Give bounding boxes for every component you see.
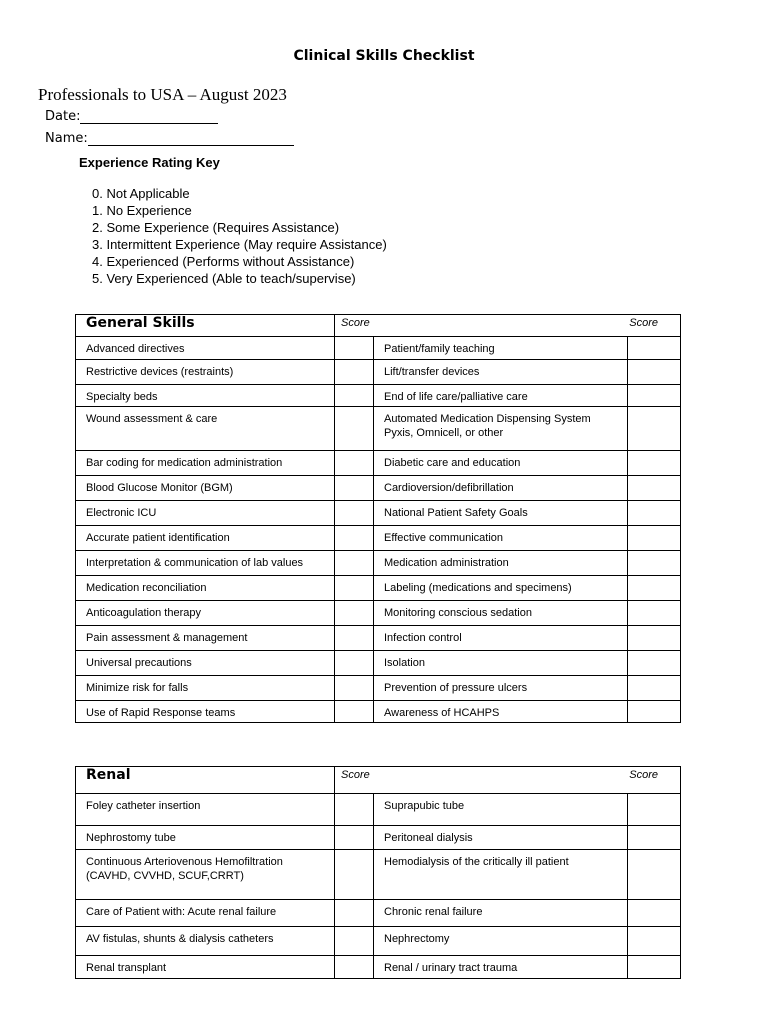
- score-cell[interactable]: [628, 927, 681, 956]
- score-cell[interactable]: [335, 601, 374, 626]
- table-row: [76, 651, 681, 676]
- date-label: Date:: [45, 109, 81, 124]
- table-row: [76, 526, 681, 551]
- skill-label: Infection control: [384, 632, 462, 644]
- skill-label: Electronic ICU: [86, 507, 157, 519]
- score-cell[interactable]: [628, 337, 681, 360]
- renal-table: [75, 766, 681, 979]
- skill-label: Interpretation & communication of lab values: [86, 557, 304, 569]
- skill-label: Renal / urinary tract trauma: [384, 962, 518, 974]
- skill-label: Renal transplant: [86, 962, 167, 974]
- score-cell[interactable]: [628, 900, 681, 927]
- skill-label: Blood Glucose Monitor (BGM): [86, 482, 233, 494]
- rating-key-item: 1. No Experience: [92, 203, 192, 218]
- score-cell[interactable]: [628, 826, 681, 850]
- skill-label: Prevention of pressure ulcers: [384, 682, 528, 694]
- score-cell[interactable]: [335, 956, 374, 979]
- score-cell[interactable]: [628, 850, 681, 900]
- skill-label: Monitoring conscious sedation: [384, 607, 532, 619]
- score-cell[interactable]: [628, 526, 681, 551]
- score-cell[interactable]: [335, 501, 374, 526]
- score-cell[interactable]: [628, 501, 681, 526]
- skill-label: Hemodialysis of the critically ill patient: [384, 856, 569, 868]
- general-skills-table: [75, 314, 681, 723]
- rating-key-item: 2. Some Experience (Requires Assistance): [92, 220, 340, 235]
- score-cell[interactable]: [628, 407, 681, 451]
- table-row: [76, 601, 681, 626]
- score-cell[interactable]: [335, 850, 374, 900]
- score-cell[interactable]: [335, 551, 374, 576]
- score-header: Score: [629, 317, 658, 329]
- skill-label: End of life care/palliative care: [384, 391, 528, 403]
- skill-label: National Patient Safety Goals: [384, 507, 528, 519]
- skill-label: Minimize risk for falls: [86, 682, 189, 694]
- skill-label: Advanced directives: [86, 343, 185, 355]
- score-cell[interactable]: [335, 826, 374, 850]
- table-row: [76, 826, 681, 850]
- table-row: [76, 576, 681, 601]
- table-row: [76, 794, 681, 826]
- rating-key-title: Experience Rating Key: [79, 155, 220, 170]
- table-row: [76, 850, 681, 900]
- date-field[interactable]: [45, 109, 218, 124]
- skill-label: Automated Medication Dispensing System Pyxis, Omnicell, or other: [384, 413, 591, 439]
- skill-label: Lift/transfer devices: [384, 366, 480, 378]
- skill-label: Peritoneal dialysis: [384, 832, 473, 844]
- skill-label: Continuous Arteriovenous Hemofiltration (CAVHD, CVVHD, SCUF,CRRT): [86, 856, 283, 882]
- section-title: Renal: [86, 767, 131, 783]
- skill-label: Nephrostomy tube: [86, 832, 176, 844]
- score-header: Score: [341, 317, 370, 329]
- section-header-row: [76, 767, 681, 794]
- skill-label: Use of Rapid Response teams: [86, 707, 236, 719]
- score-cell[interactable]: [628, 551, 681, 576]
- table-row: [76, 956, 681, 979]
- date-line[interactable]: [80, 109, 218, 124]
- score-cell[interactable]: [628, 626, 681, 651]
- section-header-row: [76, 315, 681, 337]
- skill-label: Suprapubic tube: [384, 800, 465, 812]
- skill-label: Wound assessment & care: [86, 413, 218, 425]
- table-row: [76, 676, 681, 701]
- score-cell[interactable]: [335, 626, 374, 651]
- section-title: General Skills: [86, 315, 195, 331]
- table-row: [76, 927, 681, 956]
- score-cell[interactable]: [335, 360, 374, 385]
- score-cell[interactable]: [335, 526, 374, 551]
- skill-label: Isolation: [384, 657, 425, 669]
- score-cell[interactable]: [335, 676, 374, 701]
- score-cell[interactable]: [628, 651, 681, 676]
- table-row: [76, 360, 681, 385]
- skill-label: Medication reconciliation: [86, 582, 207, 594]
- score-cell[interactable]: [335, 451, 374, 476]
- skill-label: Accurate patient identification: [86, 532, 230, 544]
- page-subtitle: Professionals to USA – August 2023: [38, 85, 287, 104]
- rating-key-list: [92, 185, 387, 287]
- table-row: [76, 337, 681, 360]
- score-cell[interactable]: [628, 676, 681, 701]
- name-label: Name:: [45, 131, 88, 146]
- skill-label: Universal precautions: [86, 657, 192, 669]
- skill-label: Care of Patient with: Acute renal failure: [86, 906, 277, 918]
- skill-label: Nephrectomy: [384, 933, 450, 945]
- score-cell[interactable]: [335, 407, 374, 451]
- table-row: [76, 551, 681, 576]
- rating-key-item: 0. Not Applicable: [92, 186, 190, 201]
- rating-key-item: 3. Intermittent Experience (May require Assistance): [92, 237, 387, 252]
- table-row: [76, 476, 681, 501]
- score-cell[interactable]: [628, 576, 681, 601]
- skill-label: Specialty beds: [86, 391, 158, 403]
- score-cell[interactable]: [628, 451, 681, 476]
- table-row: [76, 407, 681, 451]
- rating-key-item: 4. Experienced (Performs without Assistance): [92, 254, 355, 269]
- table-row: [76, 626, 681, 651]
- page-title: Clinical Skills Checklist: [293, 48, 475, 64]
- table-row: [76, 451, 681, 476]
- score-cell[interactable]: [628, 360, 681, 385]
- score-cell[interactable]: [628, 701, 681, 723]
- skill-label: Cardioversion/defibrillation: [384, 482, 514, 494]
- score-header: Score: [629, 769, 658, 781]
- score-cell[interactable]: [628, 385, 681, 407]
- table-row: [76, 701, 681, 723]
- skill-label: Foley catheter insertion: [86, 800, 201, 812]
- name-line[interactable]: [88, 131, 294, 146]
- score-cell[interactable]: [335, 476, 374, 501]
- skill-label: Restrictive devices (restraints): [86, 366, 234, 378]
- name-field[interactable]: [45, 131, 294, 146]
- skill-label: Awareness of HCAHPS: [384, 707, 500, 719]
- score-cell[interactable]: [628, 601, 681, 626]
- skill-label: AV fistulas, shunts & dialysis catheters: [86, 933, 274, 945]
- skill-label: Bar coding for medication administration: [86, 457, 283, 469]
- score-cell[interactable]: [335, 900, 374, 927]
- skill-label: Chronic renal failure: [384, 906, 483, 918]
- skill-label: Pain assessment & management: [86, 632, 248, 644]
- score-cell[interactable]: [628, 956, 681, 979]
- score-cell[interactable]: [335, 701, 374, 723]
- skill-label: Anticoagulation therapy: [86, 607, 201, 619]
- score-cell[interactable]: [628, 476, 681, 501]
- score-cell[interactable]: [335, 337, 374, 360]
- score-cell[interactable]: [335, 794, 374, 826]
- score-cell[interactable]: [335, 927, 374, 956]
- score-cell[interactable]: [335, 651, 374, 676]
- score-cell[interactable]: [335, 385, 374, 407]
- score-cell[interactable]: [335, 576, 374, 601]
- table-row: [76, 900, 681, 927]
- rating-key-item: 5. Very Experienced (Able to teach/supervise): [92, 271, 356, 286]
- table-row: [76, 501, 681, 526]
- skill-label: Labeling (medications and specimens): [384, 582, 572, 594]
- skill-label: Diabetic care and education: [384, 457, 521, 469]
- skill-label: Medication administration: [384, 557, 509, 569]
- table-row: [76, 385, 681, 407]
- skill-label: Effective communication: [384, 532, 504, 544]
- score-header: Score: [341, 769, 370, 781]
- skill-label: Patient/family teaching: [384, 343, 495, 355]
- score-cell[interactable]: [628, 794, 681, 826]
